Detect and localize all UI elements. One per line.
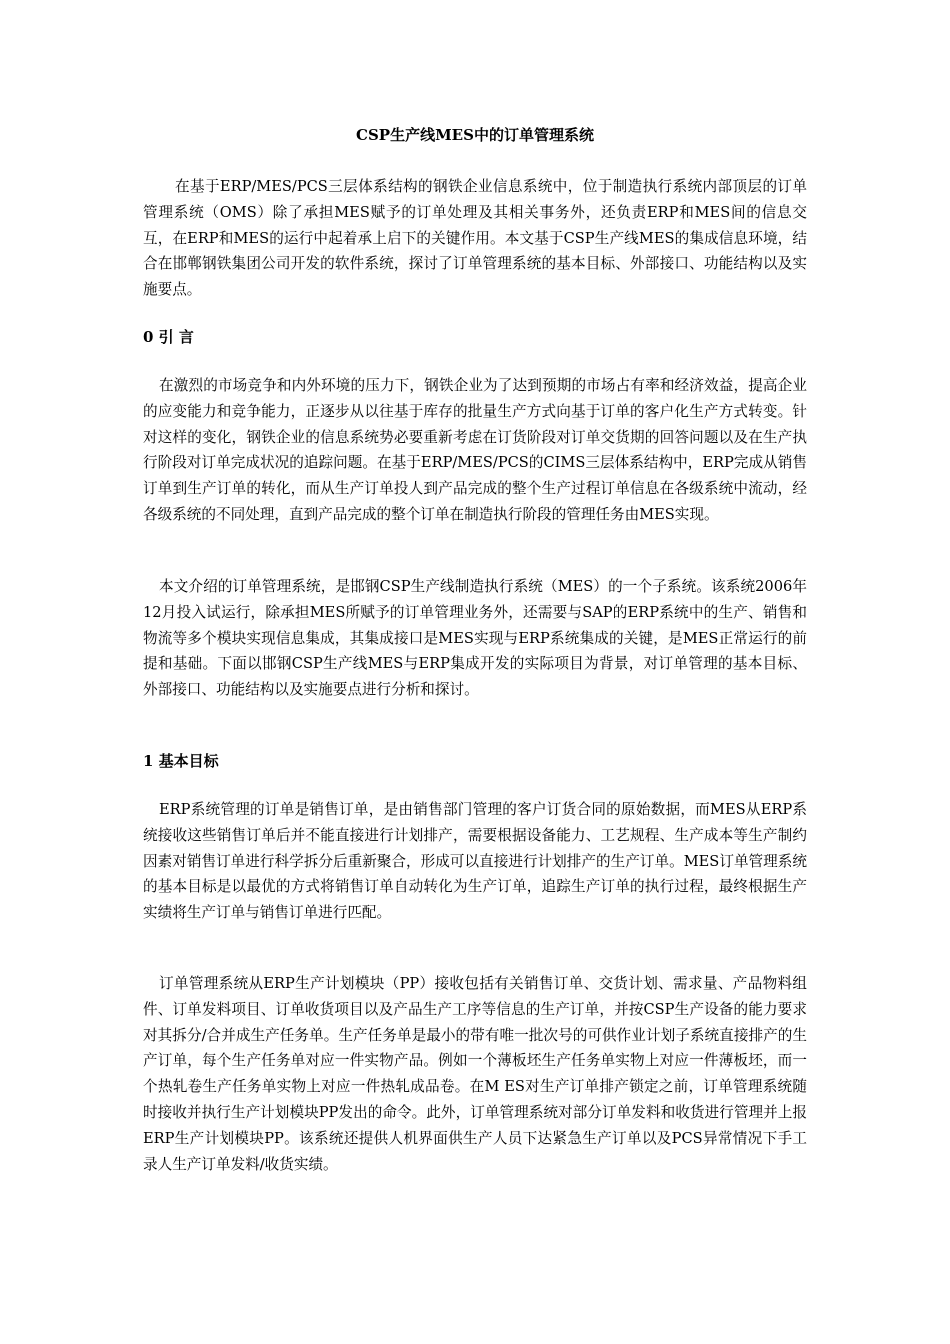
basic-goals-paragraph-2: 订单管理系统从ERP生产计划模块（PP）接收包括有关销售订单、交货计划、需求量、产品物料组件、订单发料项目、订单收货项目以及产品生产工序等信息的生产订单，并按CSP生产设备的能力要求对其拆分/合并成生产任务单。生产任务单是最小的带有唯一批次号的可供作业计划子系统直接排产的生产订单，每个生产任务单对应一件实物产品。例如一个薄板坯生产任务单实物上对应一件薄板坯，而一个热轧卷生产任务单实物上对应一件热轧成品卷。在M ES对生产订单排产锁定之前，订单管理系统随时接收并执行生产计划模块PP发出的命令。此外，订单管理系统对部分订单发料和收货进行管理并上报ERP生产计划模块PP。该系统还提供人机界面供生产人员下达紧急生产订单以及PCS异常情况下手工录人生产订单发料/收货实绩。 xyxy=(143,975,807,1173)
section-heading-introduction: 0 引 言 xyxy=(143,328,194,346)
document-title: CSP生产线MES中的订单管理系统 xyxy=(356,126,594,144)
section-heading-basic-goals: 1 基本目标 xyxy=(143,752,219,770)
basic-goals-paragraph-1: ERP系统管理的订单是销售订单，是由销售部门管理的客户订货合同的原始数据，而MES从ERP系统接收这些销售订单后并不能直接进行计划排产，需要根据设备能力、工艺规程、生产成本等生产制约因素对销售订单进行科学拆分后重新聚合，形成可以直接进行计划排产的生产订单。MES订单管理系统的基本目标是以最优的方式将销售订单自动转化为生产订单，追踪生产订单的执行过程，最终根据生产实绩将生产订单与销售订单进行匹配。 xyxy=(143,801,807,922)
abstract-paragraph: 在基于ERP/MES/PCS三层体系结构的钢铁企业信息系统中，位于制造执行系统内部顶层的订单管理系统（OMS）除了承担MES赋予的订单处理及其相关事务外，还负责ERP和MES间的信息交互，在ERP和MES的运行中起着承上启下的关键作用。本文基于CSP生产线MES的集成信息环境，结合在邯郸钢铁集团公司开发的软件系统，探讨了订单管理系统的基本目标、外部接口、功能结构以及实施要点。 xyxy=(143,178,807,299)
introduction-paragraph-2: 本文介绍的订单管理系统，是邯钢CSP生产线制造执行系统（MES）的一个子系统。该系统2006年12月投入试运行，除承担MES所赋予的订单管理业务外，还需要与SAP的ERP系统中的生产、销售和物流等多个模块实现信息集成，其集成接口是MES实现与ERP系统集成的关键，是MES正常运行的前提和基础。下面以邯钢CSP生产线MES与ERP集成开发的实际项目为背景，对订单管理的基本目标、外部接口、功能结构以及实施要点进行分析和探讨。 xyxy=(143,578,807,699)
introduction-paragraph-1: 在激烈的市场竞争和内外环境的压力下，钢铁企业为了达到预期的市场占有率和经济效益，提高企业的应变能力和竞争能力，正逐步从以往基于库存的批量生产方式向基于订单的客户化生产方式转变。针对这样的变化，钢铁企业的信息系统势必要重新考虑在订货阶段对订单交货期的回答问题以及在生产执行阶段对订单完成状况的追踪问题。在基于ERP/MES/PCS的CIMS三层体系结构中，ERP完成从销售订单到生产订单的转化，而从生产订单投人到产品完成的整个生产过程订单信息在各级系统中流动，经各级系统的不同处理，直到产品完成的整个订单在制造执行阶段的管理任务由MES实现。 xyxy=(143,377,807,523)
